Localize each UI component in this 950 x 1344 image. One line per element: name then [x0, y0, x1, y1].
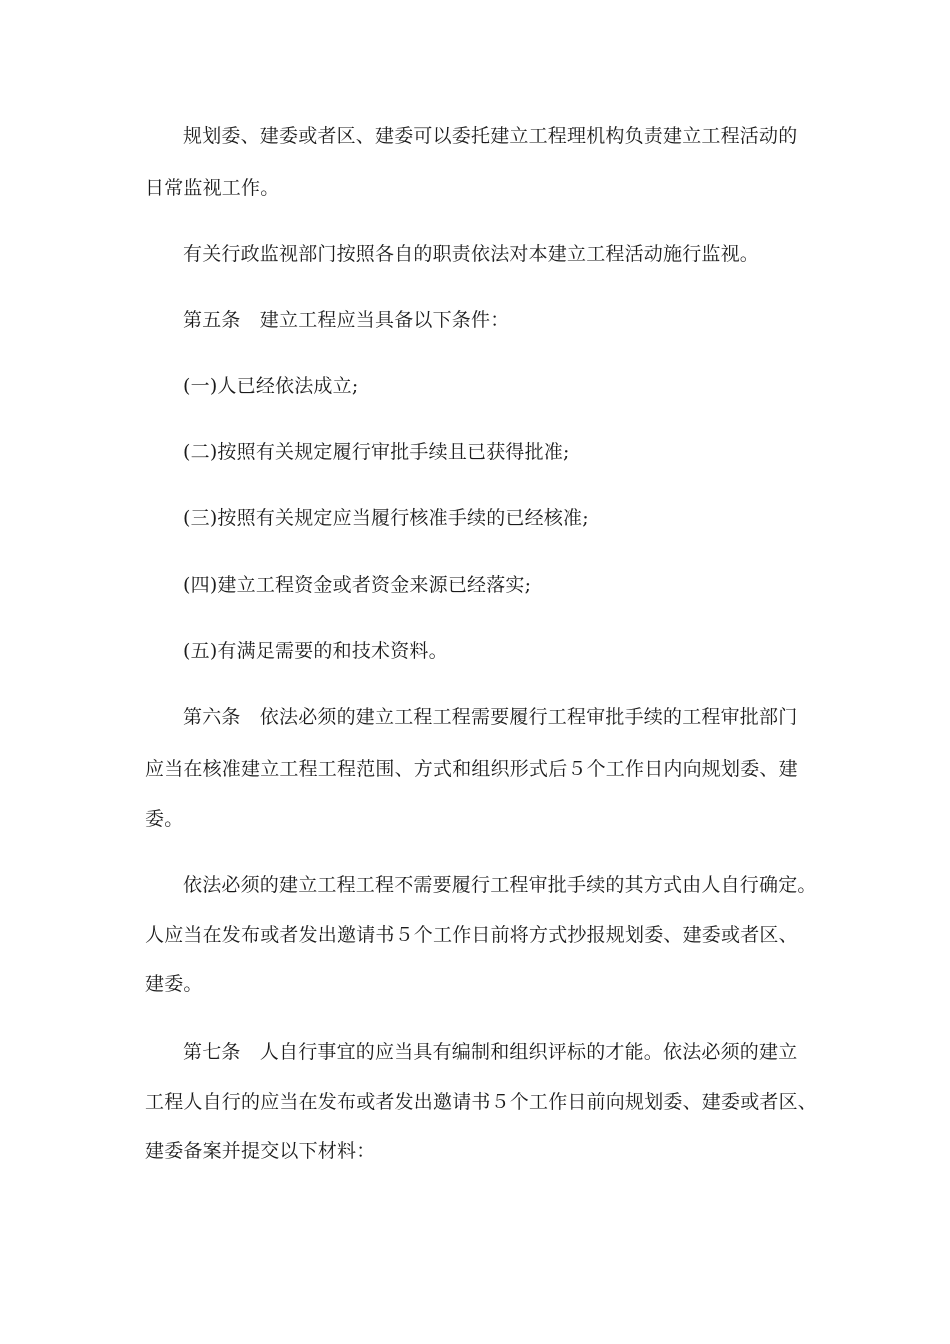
article-heading-line: 第六条 依法必须的建立工程工程需要履行工程审批手续的工程审批部门 [183, 706, 798, 728]
paragraph-line: 建委。 [145, 973, 203, 995]
article-heading-line: 第五条 建立工程应当具备以下条件： [183, 309, 510, 331]
paragraph-line: 委。 [145, 808, 184, 830]
paragraph-line: 建委备案并提交以下材料： [145, 1140, 376, 1162]
paragraph-line: 规划委、建委或者区、建委可以委托建立工程理机构负责建立工程活动的 [183, 125, 798, 147]
paragraph-line: 应当在核准建立工程工程范围、方式和组织形式后５个工作日内向规划委、建 [145, 758, 798, 780]
paragraph-line: 人应当在发布或者发出邀请书５个工作日前将方式抄报规划委、建委或者区、 [145, 924, 798, 946]
list-item: (三)按照有关规定应当履行核准手续的已经核准; [183, 507, 589, 529]
article-heading-line: 第七条 人自行事宜的应当具有编制和组织评标的才能。依法必须的建立 [183, 1041, 798, 1063]
paragraph-line: 工程人自行的应当在发布或者发出邀请书５个工作日前向规划委、建委或者区、 [145, 1091, 818, 1113]
list-item: (四)建立工程资金或者资金来源已经落实; [183, 574, 532, 596]
list-item: (一)人已经依法成立; [183, 375, 359, 397]
list-item: (五)有满足需要的和技术资料。 [183, 640, 448, 662]
paragraph-line: 依法必须的建立工程工程不需要履行工程审批手续的其方式由人自行确定。 [183, 874, 817, 896]
paragraph-line: 日常监视工作。 [145, 177, 280, 199]
paragraph-line: 有关行政监视部门按照各自的职责依法对本建立工程活动施行监视。 [183, 243, 760, 265]
list-item: (二)按照有关规定履行审批手续且已获得批准; [183, 441, 570, 463]
